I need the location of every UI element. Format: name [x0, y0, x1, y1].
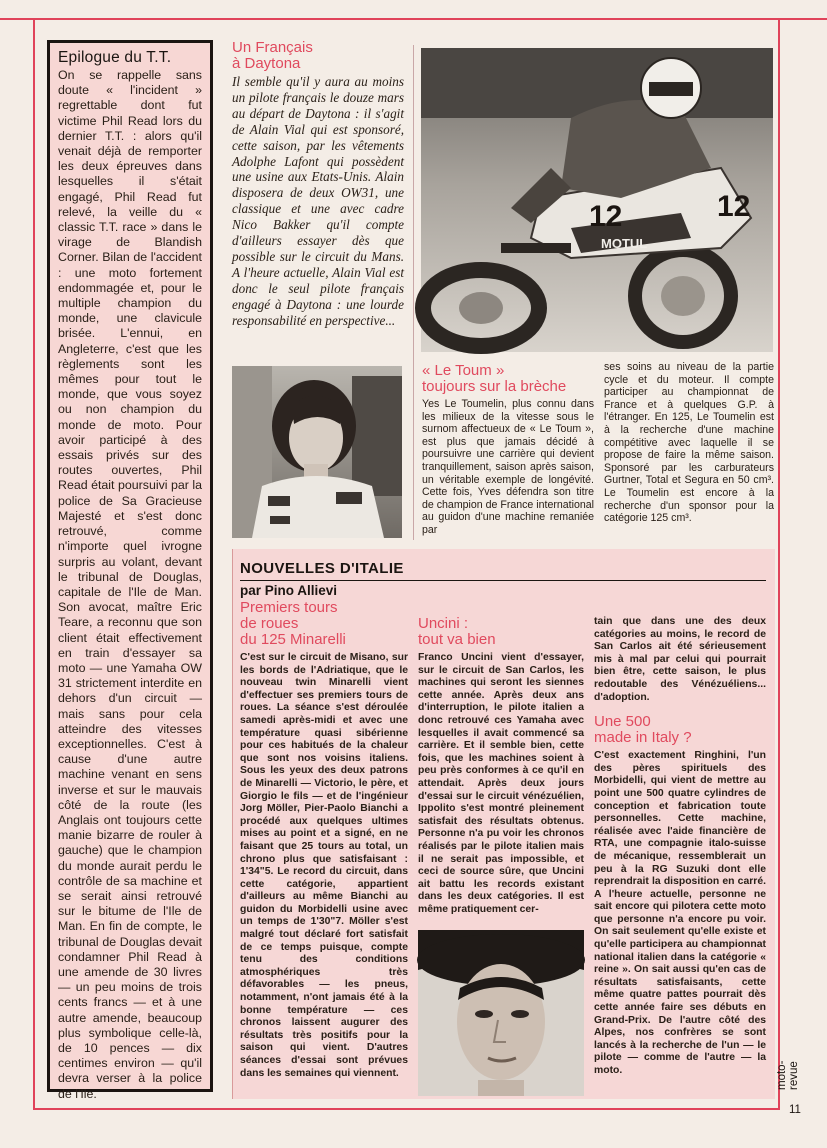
minarelli-title-line3: du 125 Minarelli — [240, 631, 346, 648]
left-rule — [33, 18, 35, 1110]
magazine-label: moto-revue — [776, 1060, 800, 1090]
bike-illustration — [421, 48, 773, 352]
uncini-text: Franco Uncini vient d'essayer, sur le circuit de San Carlos, les machines qui seront les siennes cette année. Après deux ans d'interruption, le pilote italien a donc retrouvé ces Yamaha avec lesquelles il avait commencé sa carrière. Et il semble bien, cette fois, que les machines soient à peu près conformes à ce qu'il en attendait. Après deux jours d'essai sur le circuit vénézuélien, Ippolito s'est montré pleinement satisfait des résultats obtenus. Personne n'a pu voir les chronos réalisés par le pilote italien mais il ne serait pas impossible, et ceci de source sûre, que Uncini ait battu les records existant dans les deux catégories. Il est même pratiquement cer- — [418, 652, 584, 915]
bike-number-side: 12 — [717, 190, 751, 223]
bottom-rule — [33, 1108, 778, 1110]
italie-title: NOUVELLES D'ITALIE — [240, 560, 404, 577]
uncini-portrait-illustration — [418, 930, 584, 1096]
page-number: 11 — [789, 1104, 801, 1116]
column-rule — [413, 45, 414, 540]
toum-article-col2 — [604, 361, 774, 525]
made-title-line1: Une 500 — [594, 713, 651, 731]
uncini-article-cont — [594, 616, 766, 1078]
minarelli-text: C'est sur le circuit de Misano, sur les bords de l'Adriatique, que le nouveau twin Minarelli vient d'effectuer ses premiers tours de roues. La séance s'est déroulée samedi après-midi et avec une température quasi sibérienne pour ces habitués de la chaleur que sont nos voisins italiens. Sous les yeux des deux patrons de Minarelli — Victorio, le père, et Giorgio le fils — et de l'ingénieur Jorg Möller, Pier-Paolo Bianchi a procédé aux quelques ultimes mises au point et a signé, en ne faisant que 25 tours au total, un chrono plus que satisfaisant : 1'34"5. Le record du circuit, dans cette catégorie, appartient d'ailleurs au même Bianchi au guidon du Morbidelli usine avec un temps de 1'30"7. Möller s'est malgré tout déclaré fort satisfait de ce temps puisque, compte tenu des conditions atmosphériques très défavorables — les pneus, notamment, n'ont jamais été à la bonne température — ces chronos laissent augurer des résultats très positifs pour la saison qui vient. D'autres séances d'essai sont prévues dans les semaines qui viennent. — [240, 652, 408, 1079]
uncini-title-line2: tout va bien — [418, 631, 496, 648]
magazine-name — [776, 1039, 800, 1090]
italie-author: par Pino Allievi — [240, 583, 338, 598]
portrait-illustration — [232, 366, 402, 538]
minarelli-title-line1: Premiers tours — [240, 599, 338, 616]
right-rule — [778, 18, 780, 1110]
racing-bike-photo — [421, 48, 773, 352]
uncini-title-line1: Uncini : — [418, 615, 469, 632]
toum-title-line1: « Le Toum » — [422, 362, 505, 379]
francais-text: Il semble qu'il y aura au moins un pilote français le douze mars au départ de Daytona : il s'agit de Alain Vial qui est sponsoré, cette saison, par les vêtements Adolphe Lafont qui possèdent une usine aux Etats-Unis. Alain disposera de deux OW31, une classique et une avec cadre Nico Bakker qu'il compte d'ailleurs essayer dès que possible sur le circuit du Mans. A l'heure actuelle, Alain Vial est donc le seul pilote français engagé à Daytona : une lourde responsabilité en perspective... — [232, 74, 404, 328]
toum-text-col2: ses soins au niveau de la partie cycle et du moteur. Il compte participer au championnat de France et à quelques G.P. à l'étranger. En 125, Le Toumelin est à la recherche d'une machine compétitive avec laquelle il se propose de faire la même saison. Sponsoré par les carburateurs Gurtner, Total et Segura en 50 cm³. Le Toumelin est encore à la recherche d'un sponsor pour la catégorie 125 cm³. — [604, 361, 774, 525]
francais-article — [232, 40, 404, 329]
bike-number-front: 12 — [589, 200, 623, 233]
toum-title-line2: toujours sur la brèche — [422, 378, 567, 395]
italie-title-rule — [240, 580, 766, 581]
top-rule — [0, 18, 827, 20]
francais-title-line1: Un Français — [232, 39, 313, 56]
made-title-line2: made in Italy ? — [594, 729, 692, 747]
uncini-text-cont: tain que dans une des deux catégories au moins, le record de San Carlos ait été sérieusement mis à mal par celui qui pourrait bien être, cette saison, le plus redoutable des Vénézuéliens... d'adoption. — [594, 616, 766, 703]
sidebar-box — [47, 40, 213, 1101]
made-text: C'est exactement Ringhini, l'un des pères spirituels des Morbidelli, qui vient de mettre au point une 500 quatre cylindres de conception et fabrication toute personnelles. Cette machine, réalisée avec l'aide financière de RTA, une compagnie italo-suisse de mécanique, ressemblerait un peu à la RG Suzuki dont elle reprendrait la disposition en carré. A l'heure actuelle, personne ne sait encore qui pilotera cette moto que personne n'a encore pu voir. On sait seulement qu'elle existe et qu'elle participera au championnat national italien dans la catégorie « reine ». On sait aussi qu'en cas de résultats satisfaisants, cette même quatre pattes pourrait dès cette année faire ses débuts en Grand-Prix. De l'autre côté des Alpes, nos confrères se sont lancés à la recherche de l'un — le pilote — comme de l'autre — la moto. — [594, 750, 766, 1076]
sidebar-title: Epilogue du T.T. — [58, 49, 172, 66]
minarelli-title-line2: de roues — [240, 615, 299, 632]
portrait-photo — [232, 366, 402, 538]
minarelli-article — [240, 600, 408, 1080]
toum-article — [422, 363, 594, 537]
sidebar-text: On se rappelle sans doute « l'incident » regrettable dont fut victime Phil Read lors du dernier T.T. : alors qu'il venait déjà de remporter les deux épreuves dans lesquelles il s'était engagé, Phil Read fut relevé, la veille du « classic T.T. race » dans le virage de Blandish Corner. Bilan de l'accident : une moto fortement endommagée et, pour le multiple champion du monde, une clavicule brisée. L'ennui, en Angleterre, c'est que les règlements sont les mêmes pour tout le monde, que vous soyez ou non champion du monde de moto. Pour avoir participé à des essais privés sur des routes ouvertes, Phil Read était poursuivi par la police de Sa Gracieuse Majesté et s'est donc retrouvé, comme n'importe quel ivrogne surpris au volant, devant le tribunal de Douglas, capitale de l'Ile de Man. Son avocat, maître Eric Teare, a reconnu que son client était effectivement en train d'essayer sa moto — une Yamaha OW 31 strictement interdite en dehors d'un circuit — mais sans pour cela atteindre des vitesses exceptionnelles. C'est à cause d'une autre machine venant en sens inverse et sur le mauvais côté de la route (les Anglais ont toujours cette manie bizarre de rouler à gauche) que le champion du monde aurait perdu le contrôle de sa machine et se serait ainsi retrouvé sur le bitume de l'Ile de Man. En fin de compte, le tribunal de Douglas devait condamner Phil Read à une amende de 30 livres — un peu moins de trois cents francs — et à une autre amende, beaucoup plus symbolique celle-là, de 10 pences — dix centimes environ — qu'il devra verser à la police de l'Ile. — [58, 68, 202, 1101]
uncini-photo — [418, 930, 584, 1096]
toum-text-col1: Yes Le Toumelin, plus connu dans les milieux de la vitesse sous le surnom affectueux de « Le Toum », est plus que jamais décidé à poursuivre une carrière qui devient tranquillement, saison après saison, un véritable exemple de longévité. Cette fois, Yves défendra son titre de champion de France international au guidon d'une machine remaniée par — [422, 398, 594, 536]
bike-sponsor-logo: MOTUL — [601, 236, 648, 251]
francais-title-line2: à Daytona — [232, 55, 301, 72]
uncini-article — [418, 616, 584, 916]
